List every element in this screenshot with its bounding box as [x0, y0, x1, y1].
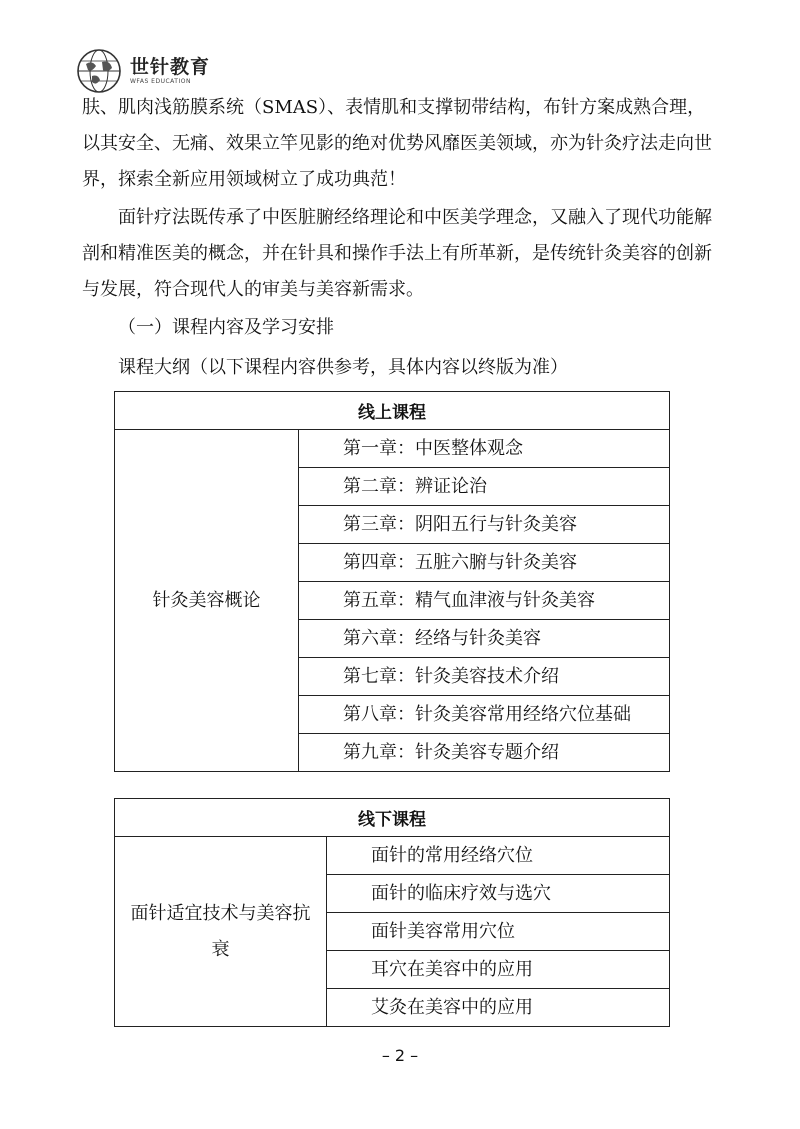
offline-category: 面针适宜技术与美容抗衰: [115, 837, 327, 1027]
course-item: 耳穴在美容中的应用: [327, 951, 670, 989]
course-item: 面针的临床疗效与选穴: [327, 875, 670, 913]
course-item: 第七章：针灸美容技术介绍: [299, 658, 670, 696]
paragraph-1: 肤、肌肉浅筋膜系统（SMAS）、表情肌和支撑韧带结构，布针方案成熟合理，以其安全、无痛、效果立竿见影的绝对优势风靡医美领域，亦为针灸疗法走向世界，探索全新应用领域树立了成功典范！: [82, 97, 712, 190]
page-number: – 2 –: [381, 1046, 419, 1065]
course-item: 第八章：针灸美容常用经络穴位基础: [299, 696, 670, 734]
course-item: 第六章：经络与针灸美容: [299, 620, 670, 658]
globe-logo-icon: [76, 48, 122, 94]
offline-course-table: [114, 798, 670, 1027]
course-item: 第二章：辨证论治: [299, 468, 670, 506]
logo-title: 世针教育: [130, 56, 211, 78]
online-category: 针灸美容概论: [115, 430, 299, 772]
course-item: 第九章：针灸美容专题介绍: [299, 734, 670, 772]
section-heading: （一）课程内容及学习安排: [118, 317, 334, 338]
course-item: 第五章：精气血津液与针灸美容: [299, 582, 670, 620]
header-logo: [76, 46, 210, 96]
paragraph-2: 面针疗法既传承了中医脏腑经络理论和中医美学理念，又融入了现代功能解剖和精准医美的概念，并在针具和操作手法上有所革新，是传统针灸美容的创新与发展，符合现代人的审美与美容新需求。: [82, 207, 712, 300]
course-item: 面针美容常用穴位: [327, 913, 670, 951]
course-item: 第三章：阴阳五行与针灸美容: [299, 506, 670, 544]
course-item: 艾灸在美容中的应用: [327, 989, 670, 1027]
course-item: 面针的常用经络穴位: [327, 837, 670, 875]
outline-note: 课程大纲（以下课程内容供参考，具体内容以终版为准）: [118, 357, 568, 378]
online-course-title: 线上课程: [115, 392, 670, 430]
course-item: 第四章：五脏六腑与针灸美容: [299, 544, 670, 582]
course-item: 第一章：中医整体观念: [299, 430, 670, 468]
online-course-table: [114, 391, 670, 772]
logo-subtitle: WFAS EDUCATION: [130, 78, 191, 85]
offline-course-title: 线下课程: [115, 799, 670, 837]
